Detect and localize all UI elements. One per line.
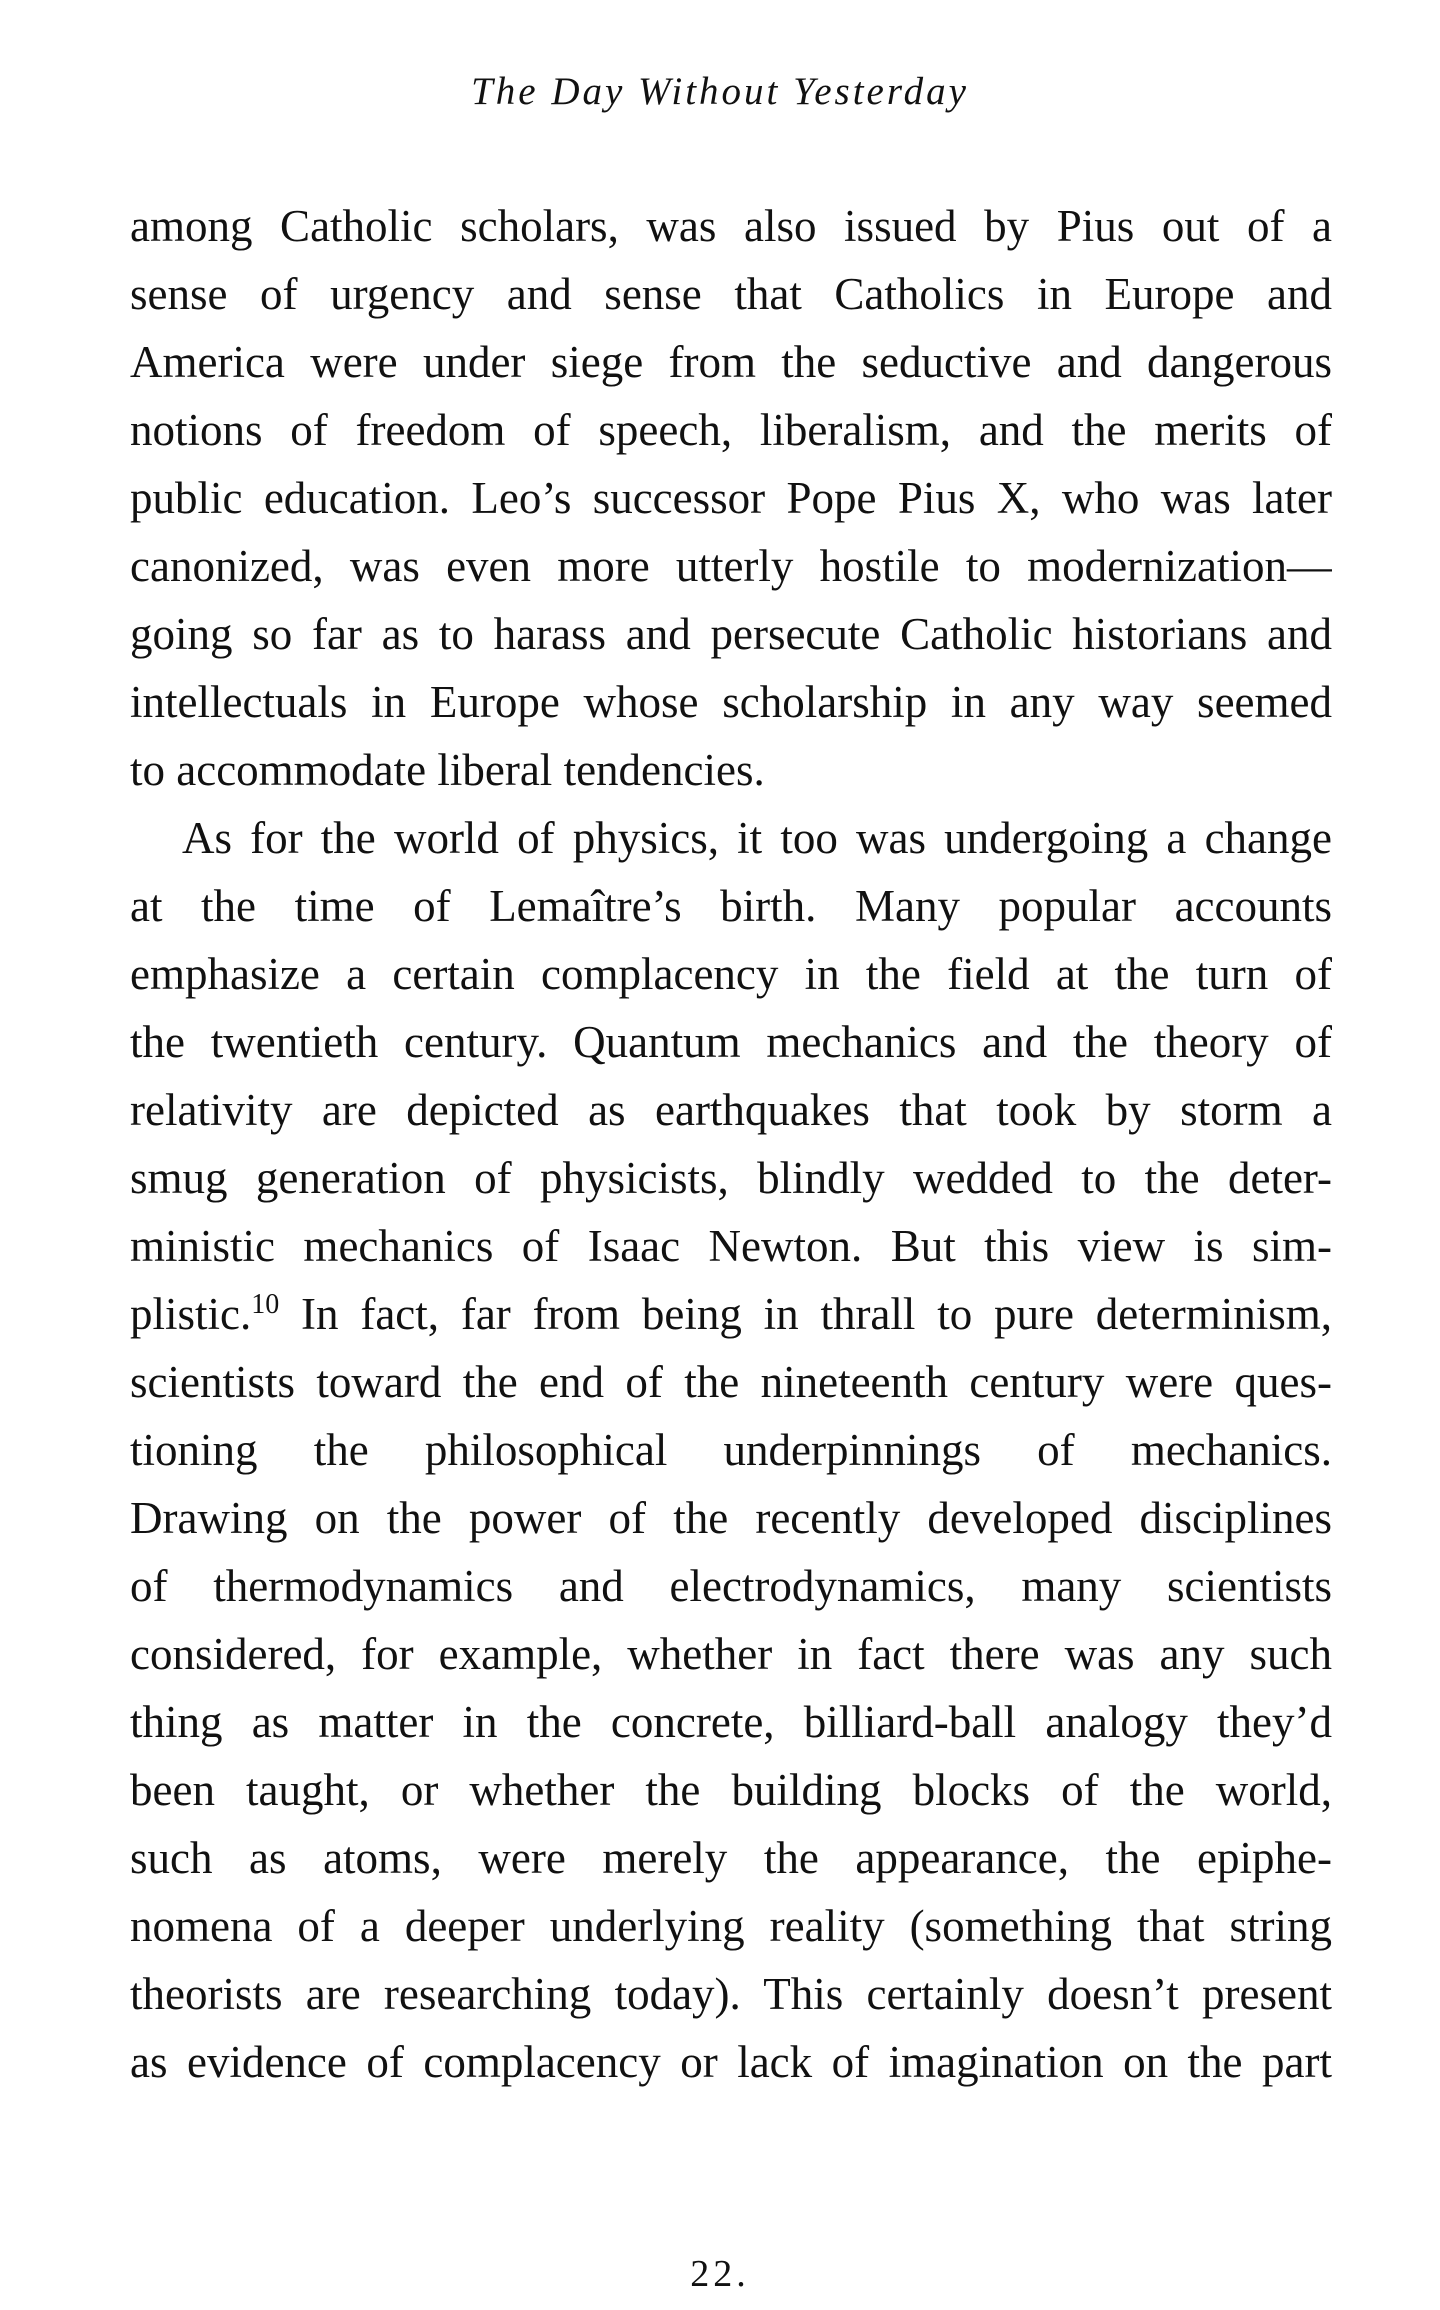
text-line-paragraph-start: As for the world of physics, it too was undergoing a change xyxy=(182,813,1332,863)
text-line: America were under siege from the seductive and dangerous xyxy=(130,337,1332,387)
text-line: the twentieth century. Quantum mechanics and the theory of xyxy=(130,1017,1332,1067)
text-line: of thermodynamics and electrodynamics, many scientists xyxy=(130,1561,1332,1611)
text-line: going so far as to harass and persecute Catholic historians and xyxy=(130,609,1332,659)
text-line: scientists toward the end of the nineteenth century were ques- xyxy=(130,1357,1332,1407)
text-line: smug generation of physicists, blindly wedded to the deter- xyxy=(130,1153,1332,1203)
text-line: theorists are researching today). This certainly doesn’t present xyxy=(130,1969,1332,2019)
text-line: nomena of a deeper underlying reality (something that string xyxy=(130,1901,1332,1951)
text-line: among Catholic scholars, was also issued by Pius out of a xyxy=(130,201,1332,251)
text-line: such as atoms, were merely the appearance, the epiphe- xyxy=(130,1833,1332,1883)
text-line: intellectuals in Europe whose scholarship in any way seemed xyxy=(130,677,1332,727)
text-line: Drawing on the power of the recently developed disciplines xyxy=(130,1493,1332,1543)
footnote-reference[interactable]: 10 xyxy=(251,1289,280,1320)
text-line: tioning the philosophical underpinnings of mechanics. xyxy=(130,1425,1332,1475)
text-line: been taught, or whether the building blocks of the world, xyxy=(130,1765,1332,1815)
text-line: canonized, was even more utterly hostile to modernization— xyxy=(130,541,1332,591)
text-fragment: plistic. xyxy=(130,1289,252,1339)
body-text xyxy=(130,192,1332,2096)
text-line: emphasize a certain complacency in the field at the turn of xyxy=(130,949,1332,999)
page-number: 22. xyxy=(690,2253,750,2295)
text-fragment: In fact, far from being in thrall to pure determinism, xyxy=(279,1289,1332,1339)
text-line: relativity are depicted as earthquakes that took by storm a xyxy=(130,1085,1332,1135)
running-head-title: The Day Without Yesterday xyxy=(471,70,969,113)
text-line-paragraph-end: to accommodate liberal tendencies. xyxy=(130,745,765,795)
text-line: notions of freedom of speech, liberalism, and the merits of xyxy=(130,405,1332,455)
text-line: public education. Leo’s successor Pope Pius X, who was later xyxy=(130,473,1332,523)
text-line: considered, for example, whether in fact there was any such xyxy=(130,1629,1332,1679)
text-line: sense of urgency and sense that Catholics in Europe and xyxy=(130,269,1332,319)
text-line-with-footnote xyxy=(130,1280,1332,1348)
text-line: ministic mechanics of Isaac Newton. But this view is sim- xyxy=(130,1221,1332,1271)
text-line: as evidence of complacency or lack of imagination on the part xyxy=(130,2037,1332,2087)
text-line: at the time of Lemaître’s birth. Many popular accounts xyxy=(130,881,1332,931)
text-line: thing as matter in the concrete, billiard-ball analogy they’d xyxy=(130,1697,1332,1747)
